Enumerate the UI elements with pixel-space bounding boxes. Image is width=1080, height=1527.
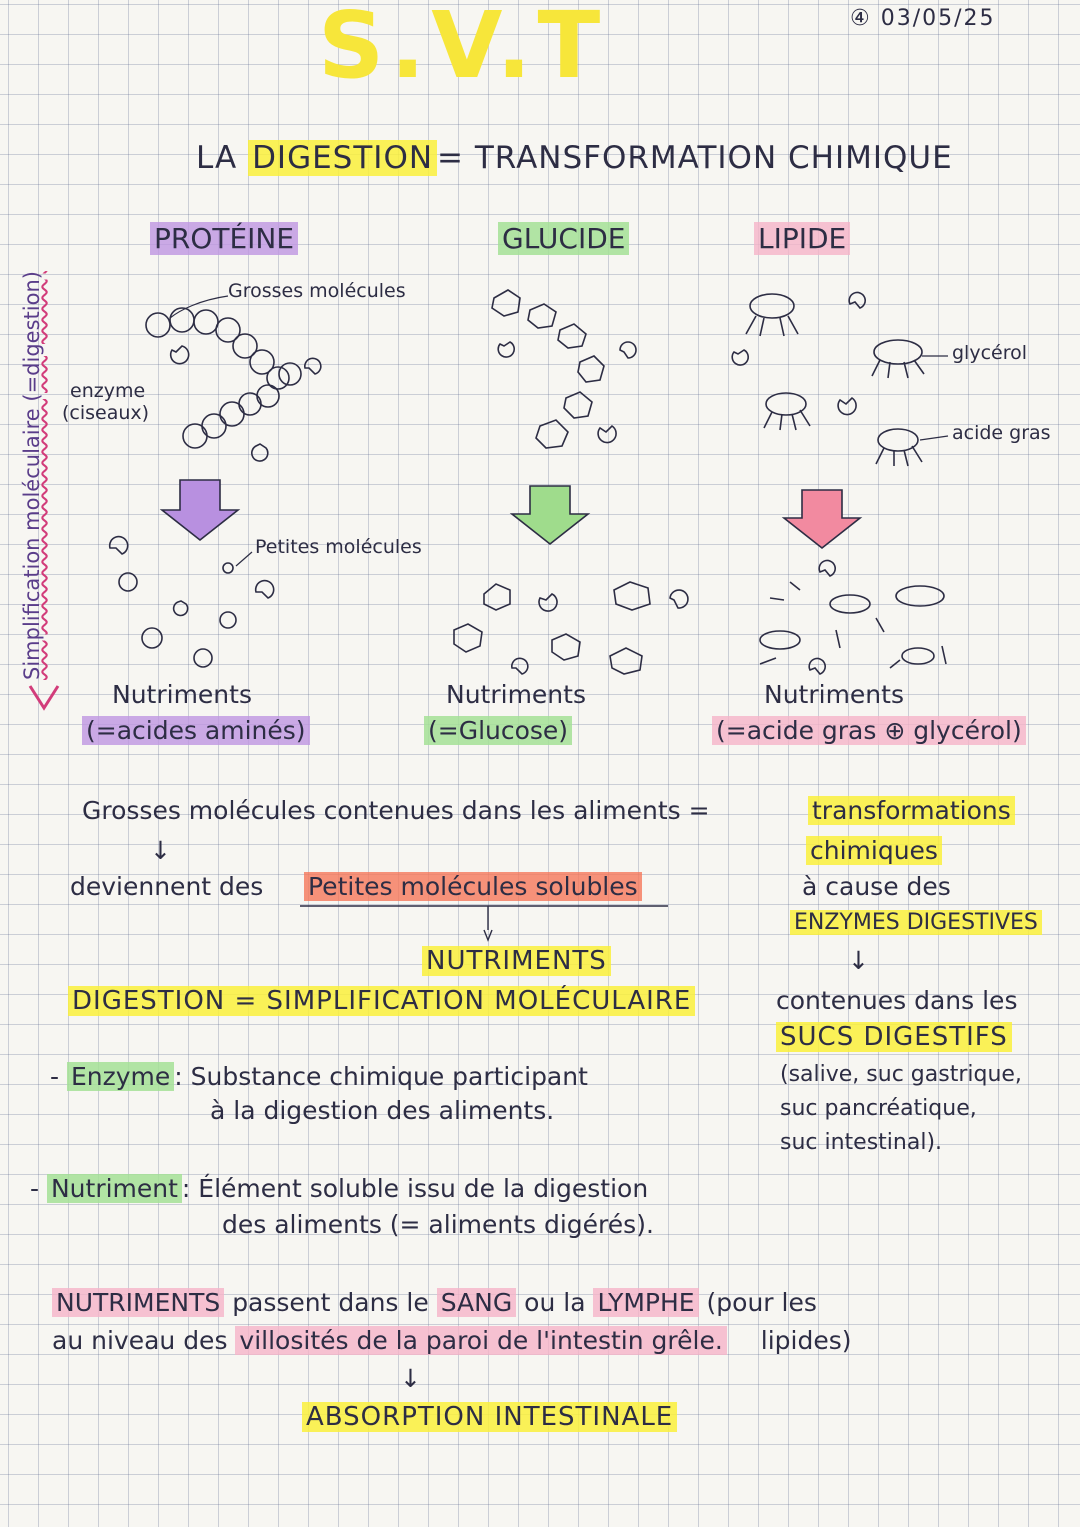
text-digestion-def: DIGESTION = SIMPLIFICATION MOLÉCULAIRE bbox=[68, 986, 695, 1016]
text-contenues: contenues dans les bbox=[776, 986, 1018, 1015]
protein-molecule-icon bbox=[146, 308, 301, 448]
glucide-molecule-icon bbox=[492, 290, 604, 448]
passage-ou: ou la bbox=[524, 1288, 586, 1317]
label-enzyme-detail: (ciseaux) bbox=[62, 402, 150, 424]
glucose-icon bbox=[454, 582, 688, 674]
enzyme-icon bbox=[498, 342, 636, 443]
nutrients-detail-proteine: (=acides aminés) bbox=[82, 716, 310, 745]
main-title bbox=[196, 140, 953, 176]
label-acide-gras: acide gras bbox=[952, 422, 1051, 444]
nutrients-detail-glucide: (=Glucose) bbox=[424, 716, 572, 745]
text-line4-right: ENZYMES DIGESTIVES bbox=[790, 910, 1042, 935]
lipid-molecule-icon bbox=[746, 294, 924, 466]
passage-villosites: villosités de la paroi de l'intestin grêle. bbox=[235, 1326, 726, 1355]
absorption-label: ABSORPTION INTESTINALE bbox=[302, 1402, 677, 1432]
green-arrow-icon bbox=[512, 486, 588, 544]
main-title-highlight: DIGESTION bbox=[248, 140, 437, 176]
definition-nutriment: - Nutriment : Élément soluble issu de la digestion bbox=[30, 1174, 649, 1203]
text-sucs-detail-2: suc pancréatique, bbox=[780, 1096, 977, 1121]
enzyme-icon bbox=[171, 346, 321, 461]
main-title-rest: = TRANSFORMATION CHIMIQUE bbox=[437, 140, 953, 176]
text-line2-right: chimiques bbox=[806, 836, 942, 865]
definition-enzyme-line2: à la digestion des aliments. bbox=[210, 1096, 555, 1125]
text-line1-left: Grosses molécules contenues dans les aliments = bbox=[82, 796, 710, 825]
fatty-acid-icon bbox=[760, 561, 946, 674]
definition-nutriment-line2: des aliments (= aliments digérés). bbox=[222, 1210, 654, 1239]
nutrients-detail-lipide: (=acide gras ⊕ glycérol) bbox=[712, 716, 1026, 745]
passage-lymphe: LYMPHE bbox=[593, 1288, 698, 1317]
text-line3-highlight: Petites molécules solubles bbox=[304, 872, 642, 901]
passage-passent: passent dans le bbox=[232, 1288, 429, 1317]
passage-line2 bbox=[52, 1326, 852, 1355]
text-line3-right: à cause des bbox=[802, 872, 951, 901]
absorption-arrow: ↓ bbox=[400, 1364, 421, 1393]
pink-arrow-icon bbox=[784, 490, 860, 548]
definition-enzyme: - Enzyme : Substance chimique participant bbox=[50, 1062, 588, 1091]
label-enzyme: enzyme bbox=[70, 380, 146, 402]
category-proteine: PROTÉINE bbox=[150, 222, 298, 255]
category-lipide: LIPIDE bbox=[754, 222, 850, 255]
text-sucs-detail-1: (salive, suc gastrique, bbox=[780, 1062, 1022, 1087]
label-petites-molecules: Petites molécules bbox=[255, 536, 422, 558]
passage-line1 bbox=[52, 1288, 817, 1317]
page-title: S.V.T bbox=[318, 0, 607, 99]
definition-enzyme-text: : Substance chimique participant bbox=[174, 1062, 588, 1091]
label-glycerol: glycérol bbox=[952, 342, 1028, 364]
date-label: ④ 03/05/25 bbox=[850, 6, 996, 31]
passage-lipides: lipides) bbox=[760, 1326, 852, 1355]
passage-pour: (pour les bbox=[706, 1288, 817, 1317]
definition-nutriment-text: : Élément soluble issu de la digestion bbox=[181, 1174, 649, 1203]
purple-arrow-icon bbox=[162, 480, 238, 540]
definition-enzyme-term: Enzyme bbox=[67, 1062, 174, 1091]
definition-nutriment-term: Nutriment bbox=[47, 1174, 182, 1203]
amino-acid-icon bbox=[110, 537, 274, 667]
main-title-prefix: LA bbox=[196, 140, 238, 176]
side-arrow-icon bbox=[30, 686, 58, 708]
text-line1-right: transformations bbox=[808, 796, 1015, 825]
text-line4-arrow: ↓ bbox=[848, 946, 869, 975]
text-nutriments: NUTRIMENTS bbox=[422, 946, 611, 976]
text-sucs-detail-3: suc intestinal). bbox=[780, 1130, 943, 1155]
text-sucs: SUCS DIGESTIFS bbox=[776, 1022, 1012, 1052]
nutrients-label-lipide: Nutriments bbox=[764, 680, 904, 709]
passage-niveau: au niveau des bbox=[52, 1326, 228, 1355]
label-grosses-molecules: Grosses molécules bbox=[228, 280, 406, 302]
text-line2-arrow: ↓ bbox=[150, 836, 171, 865]
category-glucide: GLUCIDE bbox=[498, 222, 629, 255]
passage-sang: SANG bbox=[437, 1288, 517, 1317]
passage-nutriments: NUTRIMENTS bbox=[52, 1288, 224, 1317]
text-line3-left: deviennent des bbox=[70, 872, 264, 901]
nutrients-label-proteine: Nutriments bbox=[112, 680, 252, 709]
nutrients-label-glucide: Nutriments bbox=[446, 680, 586, 709]
side-note: Simplification moléculaire (=digestion) bbox=[20, 271, 44, 680]
